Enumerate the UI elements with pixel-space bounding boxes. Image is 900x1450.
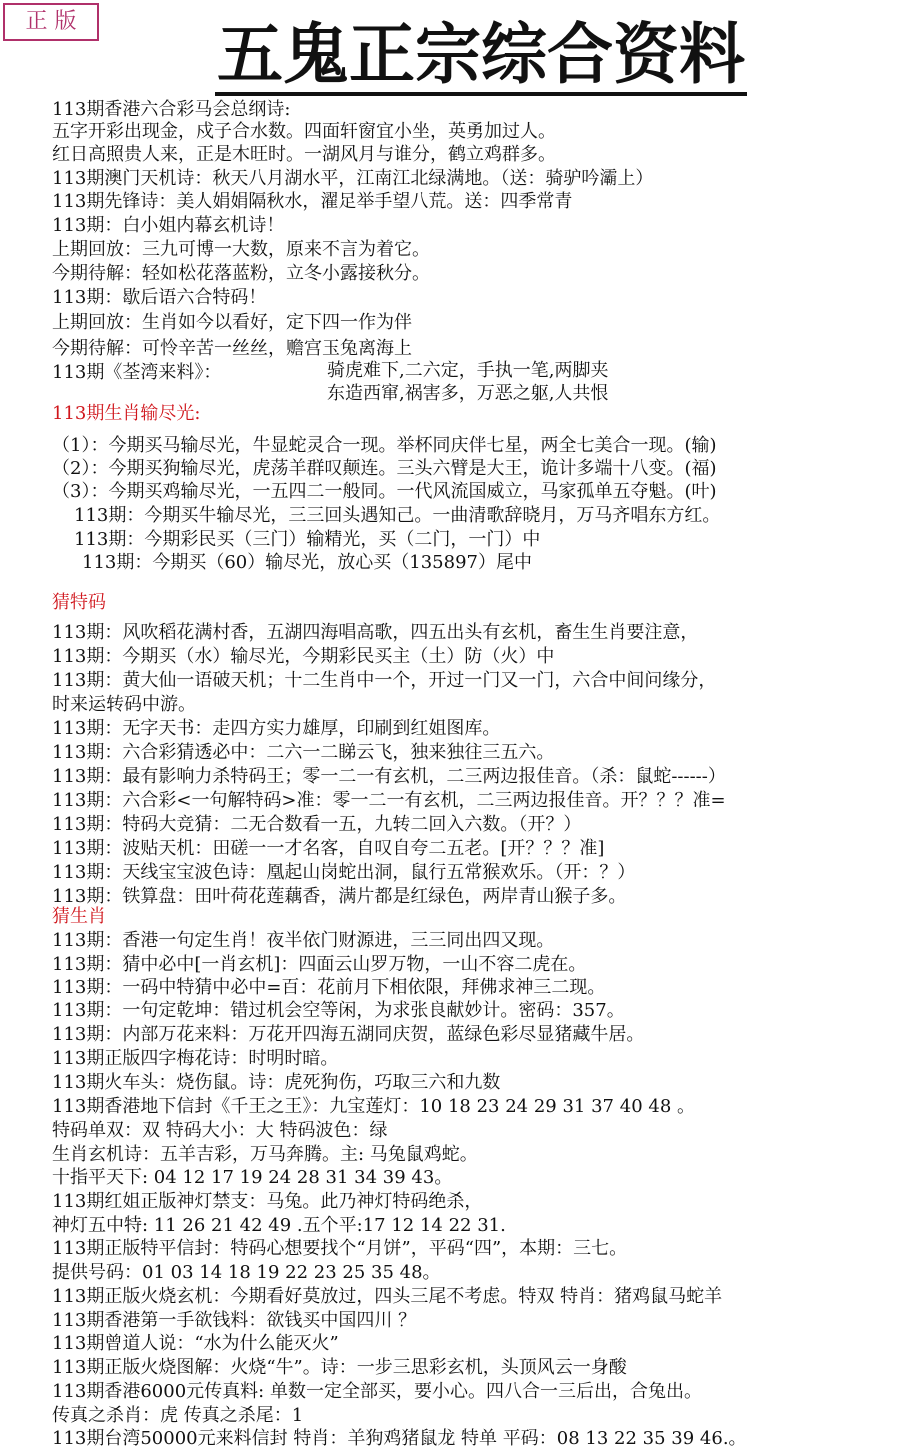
- text-line: 113期：今期买（水）输尽光，今期彩民买主（土）防（火）中: [52, 646, 555, 667]
- text-line: 113期：黄大仙一语破天机；十二生肖中一个，开过一门又一门，六合中间问缘分，: [52, 670, 717, 691]
- hk-poem-heading: 113期香港六合彩马会总纲诗:: [52, 99, 291, 120]
- text-line: 今期待解：轻如松花落蓝粉，立冬小露接秋分。: [52, 263, 430, 284]
- poem-line-2: 东造西窜,祸害多，万恶之躯,人共恨: [327, 383, 609, 404]
- text-line: 113期火车头：烧伤鼠。诗：虎死狗伤，巧取三六和九数: [52, 1072, 501, 1093]
- text-line: （2）：今期买狗输尽光，虎荡羊群叹颠连。三头六臂是大王，诡计多端十八变。(福): [52, 458, 717, 479]
- text-line: 113期先锋诗：美人娟娟隔秋水，濯足举手望八荒。送：四季常青: [52, 191, 573, 212]
- text-line: 113期正版特平信封：特码心想要找个“月饼”，平码“四”，本期：三七。: [52, 1238, 628, 1259]
- text-line: 113期正版火烧图解：火烧“牛”。诗：一步三思彩玄机，头顶风云一身酸: [52, 1357, 627, 1378]
- text-line: （1）：今期买马输尽光，牛显蛇灵合一现。举杯同庆伴七星，两全七美合一现。(输): [52, 435, 717, 456]
- text-line: 113期：白小姐内幕玄机诗！: [52, 215, 285, 236]
- text-line: 113期：六合彩猜透必中：二六一二睇云飞，独来独往三五六。: [52, 742, 555, 763]
- text-line: 113期：香港一句定生肖！夜半依门财源进，三三同出四又现。: [52, 930, 555, 951]
- text-line: 113期：波贴天机：田磋一一才名客，自叹自夸二五老。[开？？？准]: [52, 838, 605, 859]
- page-title: 五鬼正宗综合资料: [215, 16, 747, 96]
- text-line: 113期：今期买牛输尽光，三三回头遇知己。一曲清歌辞晓月，万马齐唱东方红。: [74, 505, 721, 526]
- text-line: 传真之杀肖：虎 传真之杀尾：1: [52, 1405, 304, 1426]
- text-line: 113期：歇后语六合特码！: [52, 287, 267, 308]
- text-line: 上期回放：生肖如今以看好，定下四一作为伴: [52, 312, 412, 333]
- text-line: 时来运转码中游。: [52, 694, 196, 715]
- text-line: 十指平天下: 04 12 17 19 24 28 31 34 39 43。: [52, 1167, 453, 1188]
- tsuen-wan-heading: 113期《荃湾来料》：: [52, 362, 222, 383]
- text-line: 113期红姐正版神灯禁支：马兔。此乃神灯特码绝杀，: [52, 1191, 483, 1212]
- text-line: 113期香港第一手欲钱料：欲钱买中国四川 ？: [52, 1310, 417, 1331]
- text-line: 特码单双：双 特码大小：大 特码波色：绿: [52, 1120, 388, 1141]
- text-line: 生肖玄机诗：五羊吉彩，万马奔腾。主: 马兔鼠鸡蛇。: [52, 1144, 478, 1165]
- text-line: 113期：铁算盘：田叶荷花莲藕香，满片都是红绿色，两岸青山猴子多。: [52, 886, 627, 907]
- text-line: 上期回放：三九可博一大数，原来不言为着它。: [52, 239, 430, 260]
- text-line: 113期：最有影响力杀特码王；零一二一有玄机，二三两边报佳音。（杀：鼠蛇------）: [52, 766, 726, 787]
- zhengban-badge: 正 版: [3, 3, 99, 41]
- text-line: 113期正版火烧玄机：今期看好莫放过，四头三尾不考虑。特双 特肖：猪鸡鼠马蛇羊: [52, 1286, 723, 1307]
- text-line: 113期：风吹稻花满村香，五湖四海唱高歌，四五出头有玄机，畜生生肖要注意，: [52, 622, 699, 643]
- text-line: 五字开彩出现金，戍子合水数。四面轩窗宜小坐，英勇加过人。: [52, 121, 556, 142]
- section-zodiac-lose: 113期生肖输尽光:: [52, 403, 201, 424]
- text-line: （3）：今期买鸡输尽光，一五四二一般同。一代风流国威立，马家孤单五夺魁。(叶): [52, 481, 717, 502]
- text-line: 今期待解：可怜辛苦一丝丝，赡宫玉兔离海上: [52, 338, 412, 359]
- text-line: 113期：一码中特猜中必中=百：花前月下相依限，拜佛求神三二现。: [52, 977, 606, 998]
- text-line: 113期香港6000元传真料: 单数一定全部买，要小心。四八合一三后出，合兔出。: [52, 1381, 702, 1402]
- text-line: 113期曾道人说：“水为什么能灭火”: [52, 1333, 339, 1354]
- text-line: 113期：六合彩<一句解特码>准：零一二一有玄机，二三两边报佳音。开？？？准=: [52, 790, 726, 811]
- text-line: 113期台湾50000元来料信封 特肖：羊狗鸡猪鼠龙 特单 平码：08 13 22 35 39 46.。: [52, 1428, 747, 1449]
- text-line: 113期：内部万花来料：万花开四海五湖同庆贺，蓝绿色彩尽显猪藏牛居。: [52, 1024, 645, 1045]
- section-guess-code: 猜特码: [52, 592, 106, 613]
- text-line: 113期香港地下信封《千王之王》：九宝莲灯：10 18 23 24 29 31 37 40 48 。: [52, 1096, 695, 1117]
- text-line: 113期：特码大竞猜：二无合数看一五，九转二回入六数。（开？）: [52, 814, 582, 835]
- text-line: 113期：今期买（60）输尽光，放心买（135897）尾中: [82, 552, 532, 573]
- text-line: 提供号码：01 03 14 18 19 22 23 25 35 48。: [52, 1262, 441, 1283]
- text-line: 113期正版四字梅花诗：时明时暗。: [52, 1048, 339, 1069]
- text-line: 神灯五中特: 11 26 21 42 49 .五个平:17 12 14 22 31.: [52, 1215, 506, 1236]
- text-line: 113期：天线宝宝波色诗：凰起山岗蛇出洞，鼠行五常猴欢乐。（开：？）: [52, 862, 636, 883]
- text-line: 113期：一句定乾坤：错过机会空等闲，为求张良献妙计。密码：357。: [52, 1000, 625, 1021]
- text-line: 113期：无字天书：走四方实力雄厚，印刷到红姐图库。: [52, 718, 501, 739]
- section-guess-zodiac: 猜生肖: [52, 906, 106, 927]
- text-line: 红日高照贵人来，正是木旺时。一湖风月与谁分，鹤立鸡群多。: [52, 144, 556, 165]
- text-line: 113期：猜中必中[一肖玄机]：四面云山罗万物，一山不容二虎在。: [52, 954, 587, 975]
- poem-line-1: 骑虎难下,二六定，手执一笔,两脚夹: [327, 360, 609, 381]
- text-line: 113期澳门天机诗：秋天八月湖水平，江南江北绿满地。（送：骑驴吟灞上）: [52, 168, 654, 189]
- text-line: 113期：今期彩民买（三门）输精光，买（二门，一门）中: [74, 529, 541, 550]
